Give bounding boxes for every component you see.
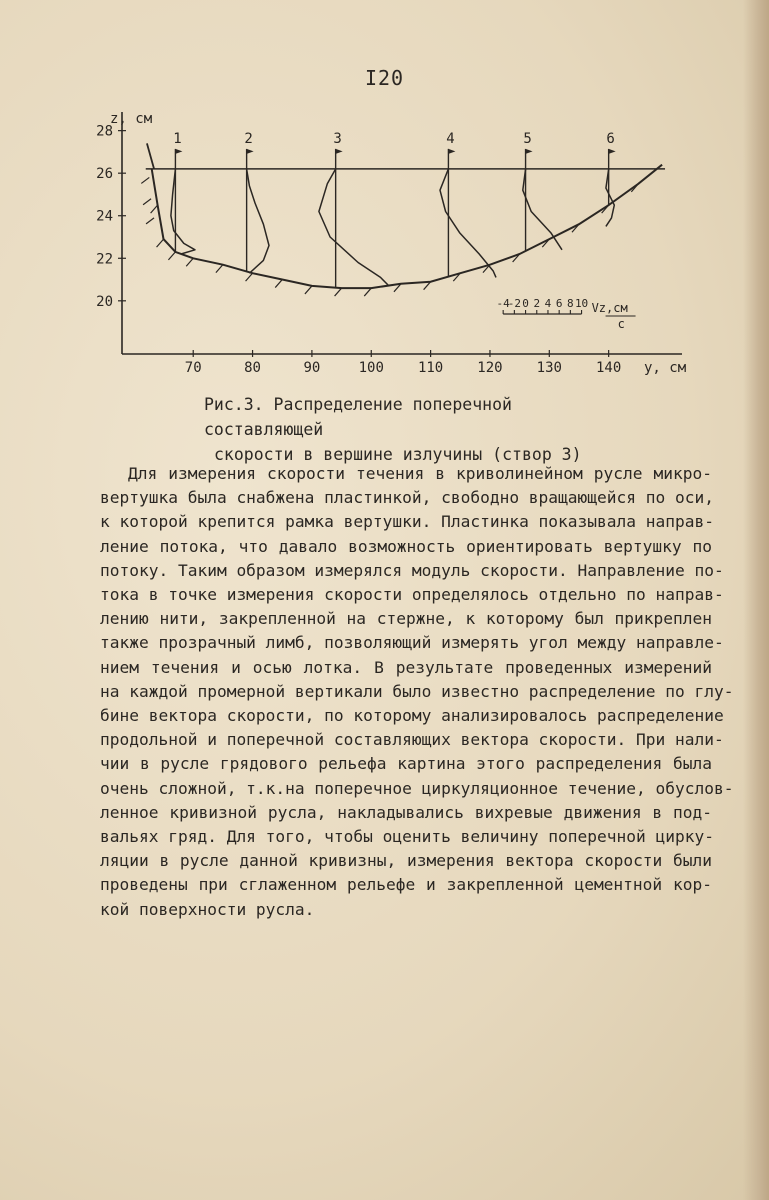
velocity-profile-curve <box>523 169 562 250</box>
text-line: нием течения и осью лотка. В результате проведенных измерений <box>100 657 712 677</box>
bank-hatch <box>146 218 154 224</box>
text-line: проведены при сглаженном рельефе и закрепленной цементной кор- <box>100 875 712 895</box>
bed-profile-line <box>152 165 662 288</box>
text-line: ляции в русле данной кривизны, измерения вектора скорости были <box>100 851 712 871</box>
bed-hatch <box>157 239 164 247</box>
bed-hatch <box>216 265 223 273</box>
x-tick-label: 120 <box>477 360 503 376</box>
scale-tick-label: 0 <box>522 297 529 310</box>
text-line: тока в точке измерения скорости определялось отдельно по направ- <box>100 585 724 605</box>
bank-hatch <box>143 199 151 205</box>
vertical-flag-marker <box>336 149 343 154</box>
vertical-label: 6 <box>606 130 615 147</box>
text-line: ление потока, что давало возможность ориентировать вертушку по <box>100 536 712 556</box>
velocity-profile-curve <box>171 169 195 254</box>
text-line: лению нити, закрепленной на стержне, к которому был прикреплен <box>100 609 712 629</box>
text-line: вертушка была снабжена пластинкой, свободно вращающейся по оси, <box>100 488 714 508</box>
text-line: к которой крепится рамка вертушки. Пластинка показывала направ- <box>100 512 714 532</box>
scale-tick-label: -4 <box>496 297 510 310</box>
text-line: кой поверхности русла. <box>100 899 315 919</box>
vertical-label: 5 <box>523 130 532 147</box>
scale-unit-denominator: с <box>617 317 625 331</box>
bed-hatch <box>151 205 158 213</box>
bed-hatch <box>168 252 175 260</box>
scale-tick-label: 6 <box>555 297 563 310</box>
bed-hatch <box>186 258 193 266</box>
y-tick-label: 26 <box>96 166 113 183</box>
text-line: на каждой промерной вертикали было известно распределение по глу- <box>100 681 734 701</box>
chart-velocity-scale <box>497 297 636 331</box>
text-line: продольной и поперечной составляющих вектора скорости. При нали- <box>100 730 724 750</box>
scale-tick-label: 2 <box>533 297 541 310</box>
scale-tick-label: 8 <box>567 297 574 310</box>
text-line: вальях гряд. Для того, чтобы оценить величину поперечной цирку- <box>100 827 714 847</box>
caption-line-1: Рис.3. Распределение поперечной составляющей <box>204 395 512 439</box>
text-line: очень сложной, т.к.на поперечное циркуляционное течение, обуслов- <box>100 778 734 798</box>
bank-hatch <box>141 177 149 183</box>
x-tick-label: 80 <box>244 360 261 376</box>
scale-tick-label: 10 <box>574 297 589 310</box>
x-axis-label: y, см <box>644 360 687 376</box>
x-tick-label: 130 <box>536 360 562 376</box>
text-line: также прозрачный лимб, позволяющий измерять угол между направле- <box>100 633 724 653</box>
x-tick-label: 140 <box>596 360 622 376</box>
vertical-label: 1 <box>173 130 182 147</box>
y-tick-label: 20 <box>96 293 113 310</box>
bed-hatch <box>246 273 253 281</box>
caption-line-2: скорости в вершине излучины (створ 3) <box>214 445 582 464</box>
scale-unit-label: Vz,см <box>591 301 628 315</box>
vertical-flag-marker <box>526 149 533 154</box>
text-line: бине вектора скорости, по которому анализировалось распределение <box>100 706 724 726</box>
text-line: Для измерения скорости течения в криволинейном русле микро- <box>128 464 712 483</box>
x-tick-label: 70 <box>184 360 202 376</box>
bed-hatch <box>335 288 342 296</box>
y-axis-label: z, см <box>110 111 153 127</box>
text-line: ленное кривизной русла, накладывались вихревые движения в под- <box>100 802 712 822</box>
bed-hatch <box>364 288 371 296</box>
x-tick-label: 90 <box>303 360 321 376</box>
page-edge-shadow <box>743 0 769 1200</box>
velocity-profile-curve <box>247 169 269 273</box>
chart-profiles-layer <box>171 131 616 288</box>
y-tick-label: 22 <box>96 251 113 268</box>
y-tick-label: 24 <box>96 208 113 225</box>
scale-tick-label: 4 <box>544 297 552 310</box>
figure-caption <box>204 392 634 467</box>
scale-tick-label: -2 <box>507 297 521 310</box>
x-tick-label: 100 <box>358 360 384 376</box>
vertical-flag-marker <box>247 149 254 154</box>
left-bank-line <box>147 143 154 169</box>
vertical-flag-marker <box>609 149 616 154</box>
vertical-label: 4 <box>446 130 455 147</box>
x-tick-label: 110 <box>417 360 444 376</box>
velocity-profile-curve <box>319 169 389 286</box>
vertical-flag-marker <box>175 149 182 154</box>
page-number: I20 <box>364 66 405 90</box>
vertical-label: 2 <box>244 130 253 147</box>
body-paragraph <box>100 462 734 922</box>
bed-hatch <box>305 286 312 294</box>
velocity-profile-curve <box>606 169 614 227</box>
bed-hatch <box>275 280 282 288</box>
vertical-flag-marker <box>448 149 455 154</box>
y-tick-label: 28 <box>96 123 113 140</box>
figure-velocity-profile <box>0 100 720 390</box>
chart-bed-layer <box>141 143 665 296</box>
text-line: чии в русле грядового рельефа картина этого распределения была <box>100 754 712 774</box>
text-line: потоку. Таким образом измерялся модуль скорости. Направление по- <box>100 560 724 580</box>
vertical-label: 3 <box>333 130 342 147</box>
